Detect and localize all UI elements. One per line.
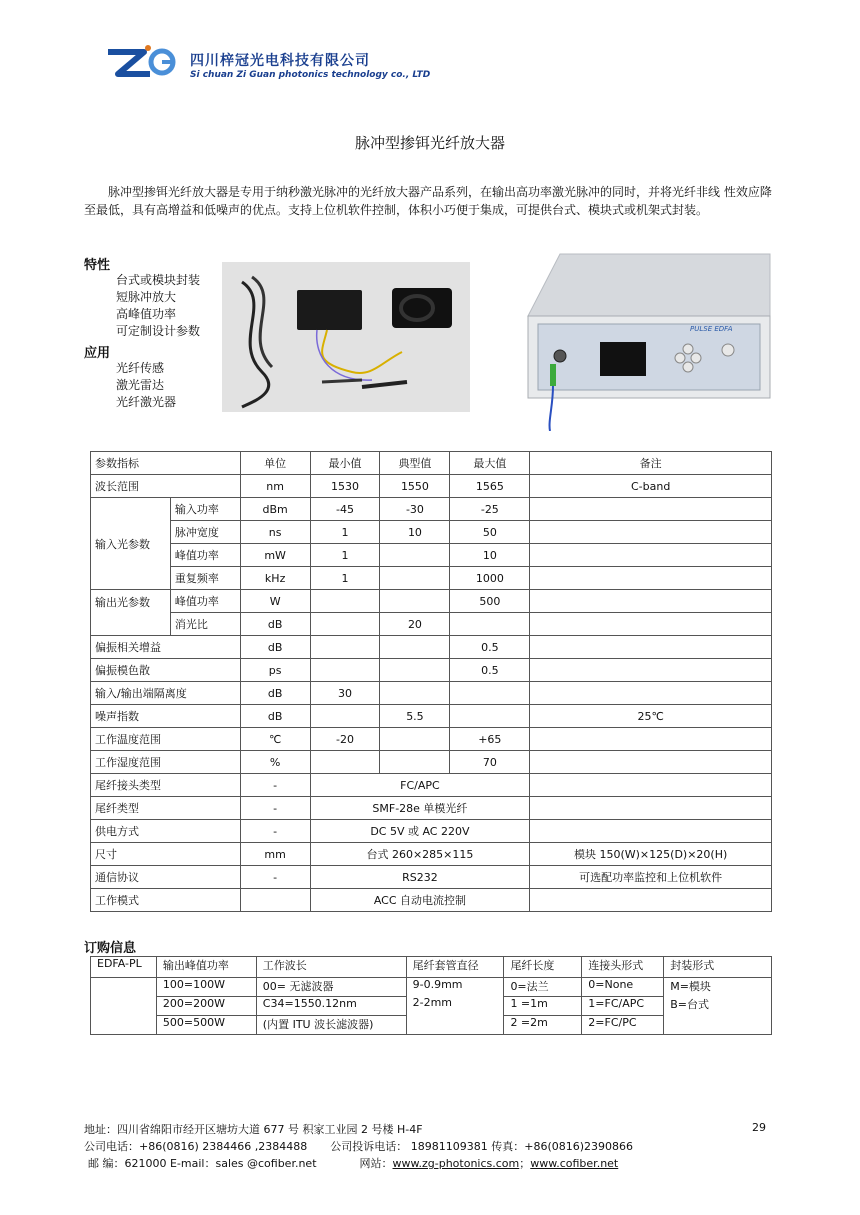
spec-note: 可选配功率监控和上位机软件 bbox=[530, 866, 772, 889]
order-option: 1=FC/APC bbox=[582, 997, 663, 1016]
order-header-cell: EDFA-PL bbox=[91, 957, 157, 978]
features-heading: 特性 bbox=[84, 258, 111, 273]
spec-max: +65 bbox=[450, 728, 530, 751]
order-option: 0=None bbox=[582, 978, 663, 997]
spec-typ bbox=[380, 682, 450, 705]
spec-group-label: 输出光参数 bbox=[91, 590, 171, 636]
order-diameter-cell bbox=[406, 978, 504, 1035]
spec-row bbox=[91, 751, 772, 774]
spec-min: 1 bbox=[310, 544, 380, 567]
spec-row bbox=[91, 613, 772, 636]
spec-typ bbox=[380, 544, 450, 567]
order-power-cell bbox=[156, 978, 256, 1035]
spec-param: 偏振模色散 bbox=[91, 659, 241, 682]
spec-value: FC/APC bbox=[310, 774, 530, 797]
spec-unit: ℃ bbox=[240, 728, 310, 751]
spec-value: 台式 260×285×115 bbox=[310, 843, 530, 866]
footer-website-separator: ； bbox=[519, 1157, 531, 1170]
spec-min bbox=[310, 613, 380, 636]
spec-header-cell: 典型值 bbox=[380, 452, 450, 475]
order-info-heading: 订购信息 bbox=[84, 941, 137, 956]
order-connector-cell bbox=[582, 978, 664, 1035]
order-option: 100=100W bbox=[157, 978, 256, 997]
spec-param: 供电方式 bbox=[91, 820, 241, 843]
spec-row bbox=[91, 659, 772, 682]
spec-row bbox=[91, 498, 772, 521]
spec-value: ACC 自动电流控制 bbox=[310, 889, 530, 912]
spec-param: 输入功率 bbox=[170, 498, 240, 521]
spec-typ bbox=[380, 728, 450, 751]
spec-param: 消光比 bbox=[170, 613, 240, 636]
footer-contact-row bbox=[88, 1155, 618, 1172]
application-item: 光纤激光器 bbox=[116, 395, 177, 409]
spec-unit: dB bbox=[240, 613, 310, 636]
spec-typ: 1550 bbox=[380, 475, 450, 498]
spec-header-cell: 单位 bbox=[240, 452, 310, 475]
spec-param: 波长范围 bbox=[91, 475, 241, 498]
spec-max: 50 bbox=[450, 521, 530, 544]
spec-unit: nm bbox=[240, 475, 310, 498]
spec-typ: -30 bbox=[380, 498, 450, 521]
order-option: (内置 ITU 波长滤波器) bbox=[257, 1015, 406, 1034]
spec-note bbox=[530, 797, 772, 820]
spec-row bbox=[91, 843, 772, 866]
order-option: 00= 无滤波器 bbox=[257, 978, 406, 997]
benchtop-device-photo bbox=[520, 246, 780, 431]
spec-unit: - bbox=[240, 774, 310, 797]
features-list bbox=[116, 272, 200, 340]
spec-max: 0.5 bbox=[450, 636, 530, 659]
spec-value: RS232 bbox=[310, 866, 530, 889]
spec-max: 1565 bbox=[450, 475, 530, 498]
spec-note bbox=[530, 889, 772, 912]
order-model-cell bbox=[91, 978, 157, 1035]
footer-website-label: 网站： bbox=[359, 1157, 393, 1170]
spec-max: 0.5 bbox=[450, 659, 530, 682]
spec-unit: - bbox=[240, 797, 310, 820]
spec-row bbox=[91, 705, 772, 728]
order-options-row bbox=[91, 978, 772, 1035]
spec-param: 工作温度范围 bbox=[91, 728, 241, 751]
spec-param: 尾纤类型 bbox=[91, 797, 241, 820]
spec-max: 10 bbox=[450, 544, 530, 567]
applications-heading: 应用 bbox=[84, 346, 111, 361]
footer-phone-row bbox=[84, 1138, 633, 1155]
spec-unit bbox=[240, 889, 310, 912]
footer-address: 地址：四川省绵阳市经开区塘坊大道 677 号 积家工业园 2 号楼 H-4F bbox=[84, 1123, 423, 1136]
spec-unit: mm bbox=[240, 843, 310, 866]
order-option: 1 =1m bbox=[504, 997, 581, 1016]
spec-min: 30 bbox=[310, 682, 380, 705]
spec-row bbox=[91, 728, 772, 751]
spec-param: 脉冲宽度 bbox=[170, 521, 240, 544]
spec-min: 1 bbox=[310, 567, 380, 590]
order-option: M=模块 bbox=[670, 980, 711, 993]
spec-param: 尾纤接头类型 bbox=[91, 774, 241, 797]
spec-row bbox=[91, 774, 772, 797]
applications-list bbox=[116, 360, 176, 411]
feature-item: 可定制设计参数 bbox=[116, 324, 201, 338]
spec-row bbox=[91, 889, 772, 912]
page-title: 脉冲型掺铒光纤放大器 bbox=[354, 134, 505, 152]
spec-param: 重复频率 bbox=[170, 567, 240, 590]
spec-row bbox=[91, 820, 772, 843]
spec-param: 工作湿度范围 bbox=[91, 751, 241, 774]
spec-header-cell: 参数指标 bbox=[91, 452, 241, 475]
spec-typ bbox=[380, 751, 450, 774]
device-panel-label: PULSE EDFA bbox=[690, 325, 733, 333]
footer-complaint: 公司投诉电话： 18981109381 传真：+86(0816)2390866 bbox=[330, 1140, 634, 1153]
spec-min: -20 bbox=[310, 728, 380, 751]
spec-min bbox=[310, 705, 380, 728]
spec-min bbox=[310, 659, 380, 682]
company-logo bbox=[104, 44, 184, 84]
order-option: 0=法兰 bbox=[504, 978, 581, 997]
spec-min: 1 bbox=[310, 521, 380, 544]
feature-item: 高峰值功率 bbox=[116, 307, 177, 321]
spec-note bbox=[530, 613, 772, 636]
application-item: 激光雷达 bbox=[116, 378, 165, 392]
spec-row bbox=[91, 866, 772, 889]
website-link[interactable]: www.zg-photonics.com bbox=[392, 1157, 520, 1170]
spec-unit: kHz bbox=[240, 567, 310, 590]
spec-typ bbox=[380, 636, 450, 659]
spec-value: DC 5V 或 AC 220V bbox=[310, 820, 530, 843]
spec-max: 70 bbox=[450, 751, 530, 774]
spec-typ: 10 bbox=[380, 521, 450, 544]
spec-unit: % bbox=[240, 751, 310, 774]
spec-row bbox=[91, 567, 772, 590]
spec-note bbox=[530, 567, 772, 590]
spec-note bbox=[530, 774, 772, 797]
feature-item: 台式或模块封装 bbox=[116, 273, 201, 287]
company-name-en: Si chuan Zi Guan photonics technology co., LTD bbox=[190, 70, 431, 80]
spec-note bbox=[530, 682, 772, 705]
order-header-cell: 尾纤套管直径 bbox=[406, 957, 504, 978]
feature-item: 短脉冲放大 bbox=[116, 290, 177, 304]
spec-max bbox=[450, 682, 530, 705]
spec-unit: - bbox=[240, 820, 310, 843]
spec-header-cell: 最小值 bbox=[310, 452, 380, 475]
order-package-cell bbox=[664, 978, 772, 1035]
spec-param: 峰值功率 bbox=[170, 544, 240, 567]
spec-max: 1000 bbox=[450, 567, 530, 590]
spec-row bbox=[91, 544, 772, 567]
order-option: 2-2mm bbox=[412, 996, 453, 1009]
spec-unit: W bbox=[240, 590, 310, 613]
order-option: 9-0.9mm bbox=[412, 978, 463, 991]
spec-header-row bbox=[91, 452, 772, 475]
spec-note bbox=[530, 544, 772, 567]
spec-param: 尺寸 bbox=[91, 843, 241, 866]
spec-param: 偏振相关增益 bbox=[91, 636, 241, 659]
spec-note bbox=[530, 636, 772, 659]
order-header-cell: 连接头形式 bbox=[582, 957, 664, 978]
spec-note bbox=[530, 498, 772, 521]
spec-max: -25 bbox=[450, 498, 530, 521]
order-header-cell: 输出峰值功率 bbox=[156, 957, 256, 978]
page-number: 29 bbox=[752, 1121, 766, 1134]
spec-max bbox=[450, 613, 530, 636]
spec-note: 模块 150(W)×125(D)×20(H) bbox=[530, 843, 772, 866]
spec-unit: dB bbox=[240, 705, 310, 728]
order-option: 500=500W bbox=[162, 1016, 225, 1029]
spec-header-cell: 备注 bbox=[530, 452, 772, 475]
order-option: B=台式 bbox=[670, 998, 709, 1011]
spec-typ: 20 bbox=[380, 613, 450, 636]
spec-min bbox=[310, 636, 380, 659]
spec-param: 峰值功率 bbox=[170, 590, 240, 613]
order-table bbox=[90, 956, 772, 1035]
spec-min: 1530 bbox=[310, 475, 380, 498]
spec-note bbox=[530, 590, 772, 613]
website-link[interactable]: www.cofiber.net bbox=[530, 1157, 619, 1170]
spec-note: 25℃ bbox=[530, 705, 772, 728]
order-header-cell: 封装形式 bbox=[664, 957, 772, 978]
spec-row bbox=[91, 590, 772, 613]
spec-table bbox=[90, 451, 772, 912]
spec-unit: mW bbox=[240, 544, 310, 567]
spec-unit: - bbox=[240, 866, 310, 889]
spec-value: SMF-28e 单模光纤 bbox=[310, 797, 530, 820]
order-length-cell bbox=[504, 978, 582, 1035]
spec-note bbox=[530, 521, 772, 544]
spec-note bbox=[530, 728, 772, 751]
spec-unit: dB bbox=[240, 682, 310, 705]
footer-phone: 公司电话：+86(0816) 2384466 ,2384488 bbox=[84, 1140, 308, 1153]
application-item: 光纤传感 bbox=[116, 361, 165, 375]
order-option: 2=FC/PC bbox=[588, 1016, 637, 1029]
order-option: 200=200W bbox=[157, 997, 256, 1016]
order-header-cell: 尾纤长度 bbox=[504, 957, 582, 978]
order-option: 2 =2m bbox=[510, 1016, 548, 1029]
spec-header-cell: 最大值 bbox=[450, 452, 530, 475]
spec-param: 工作模式 bbox=[91, 889, 241, 912]
spec-param: 噪声指数 bbox=[91, 705, 241, 728]
module-photo bbox=[222, 262, 470, 412]
intro-paragraph: 脉冲型掺铒光纤放大器是专用于纳秒激光脉冲的光纤放大器产品系列，在输出高功率激光脉冲的同时，并将光纤非线 性效应降至最低，具有高增益和低噪声的优点。支持上位机软件控制，体积小巧便于集成，可提供台式、模块式或机架式封装。 bbox=[84, 185, 772, 217]
spec-row bbox=[91, 636, 772, 659]
spec-group-label: 输入光参数 bbox=[91, 498, 171, 590]
spec-row bbox=[91, 682, 772, 705]
order-option: C34=1550.12nm bbox=[262, 997, 357, 1010]
spec-note bbox=[530, 820, 772, 843]
footer-postcode: 邮 编：621000 E-mail：sales @cofiber.net bbox=[88, 1157, 317, 1170]
order-wavelength-cell bbox=[256, 978, 406, 1035]
spec-row bbox=[91, 797, 772, 820]
order-header-cell: 工作波长 bbox=[256, 957, 406, 978]
spec-unit: ns bbox=[240, 521, 310, 544]
spec-typ bbox=[380, 659, 450, 682]
spec-unit: dB bbox=[240, 636, 310, 659]
spec-min bbox=[310, 751, 380, 774]
spec-max bbox=[450, 705, 530, 728]
spec-typ bbox=[380, 567, 450, 590]
spec-unit: ps bbox=[240, 659, 310, 682]
spec-note bbox=[530, 659, 772, 682]
spec-typ: 5.5 bbox=[380, 705, 450, 728]
spec-row bbox=[91, 521, 772, 544]
spec-param: 输入/输出端隔离度 bbox=[91, 682, 241, 705]
order-header-row bbox=[91, 957, 772, 978]
spec-note bbox=[530, 751, 772, 774]
spec-max: 500 bbox=[450, 590, 530, 613]
spec-unit: dBm bbox=[240, 498, 310, 521]
spec-param: 通信协议 bbox=[91, 866, 241, 889]
spec-row bbox=[91, 475, 772, 498]
company-name-cn: 四川梓冠光电科技有限公司 bbox=[190, 53, 370, 69]
spec-min bbox=[310, 590, 380, 613]
spec-note: C-band bbox=[530, 475, 772, 498]
spec-min: -45 bbox=[310, 498, 380, 521]
spec-typ bbox=[380, 590, 450, 613]
